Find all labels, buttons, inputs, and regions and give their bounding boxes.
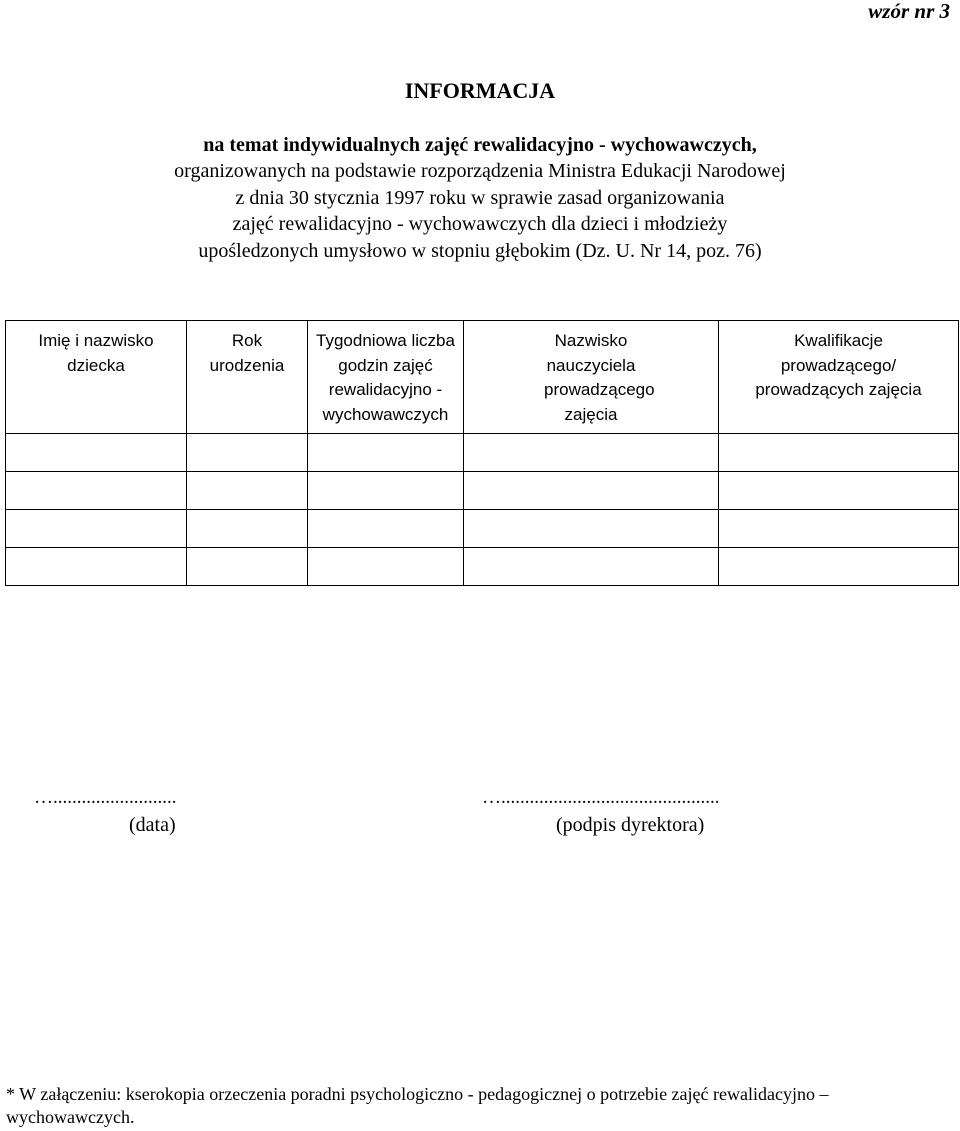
subtitle-line: z dnia 30 stycznia 1997 roku w sprawie zasad organizowania: [235, 186, 725, 209]
table-cell[interactable]: [6, 434, 187, 472]
table-cell[interactable]: [187, 472, 308, 510]
table-cell[interactable]: [187, 510, 308, 548]
table-row: [6, 434, 959, 472]
table-cell[interactable]: [6, 548, 187, 586]
subtitle-line-bold: na temat indywidualnych zajęć rewalidacyjno - wychowawczych,: [203, 134, 757, 156]
subtitle-line: upośledzonych umysłowo w stopniu głębokim (Dz. U. Nr 14, poz. 76): [198, 239, 762, 262]
header-birth-year-text: Rok urodzenia: [209, 331, 285, 375]
header-child-name-text: Imię i nazwisko dziecka: [38, 331, 154, 375]
table-cell[interactable]: [308, 510, 464, 548]
subtitle-line: organizowanych na podstawie rozporządzenia Ministra Edukacji Narodowej: [174, 160, 786, 183]
table-cell[interactable]: [6, 510, 187, 548]
table-cell[interactable]: [464, 472, 719, 510]
header-qualifications-text: Kwalifikacje prowadzącego/ prowadzących zajęcia: [755, 331, 922, 399]
table-header-row: [6, 321, 959, 434]
table-cell[interactable]: [719, 510, 959, 548]
footnote: * W załączeniu: kserokopia orzeczenia poradni psychologiczno - pedagogicznej o potrzebie zajęć rewalidacyjno – wychowawczych.: [6, 1084, 829, 1127]
table-cell[interactable]: [187, 434, 308, 472]
table-cell[interactable]: [464, 510, 719, 548]
header-teacher-name: [464, 321, 719, 434]
table-cell[interactable]: [464, 548, 719, 586]
date-label: (data): [129, 814, 176, 836]
table-cell[interactable]: [464, 434, 719, 472]
header-weekly-hours: [308, 321, 464, 434]
table-cell[interactable]: [719, 434, 959, 472]
table-row: [6, 548, 959, 586]
header-qualifications: [719, 321, 959, 434]
header-weekly-hours-text: Tygodniowa liczba godzin zajęć rewalidacyjno - wychowawczych: [316, 331, 455, 424]
form-number: wzór nr 3: [868, 0, 950, 23]
table-cell[interactable]: [719, 548, 959, 586]
table-cell[interactable]: [6, 472, 187, 510]
table-cell[interactable]: [187, 548, 308, 586]
information-table-wrapper: [5, 320, 958, 586]
table-row: [6, 510, 959, 548]
table-row: [6, 472, 959, 510]
table-cell[interactable]: [308, 434, 464, 472]
document-title: INFORMACJA: [404, 78, 556, 103]
header-birth-year: [187, 321, 308, 434]
director-signature-label: (podpis dyrektora): [556, 814, 705, 836]
date-signature-line: …..........................: [34, 787, 177, 808]
header-teacher-name-text: Nazwisko nauczyciela prowadzącego zajęcia: [544, 331, 655, 424]
table-cell[interactable]: [308, 472, 464, 510]
header-child-name: [6, 321, 187, 434]
director-signature-line: …..............................................: [482, 787, 720, 808]
information-table: [5, 320, 959, 586]
table-cell[interactable]: [308, 548, 464, 586]
document-subtitle: [0, 132, 960, 264]
table-cell[interactable]: [719, 472, 959, 510]
subtitle-line: zajęć rewalidacyjno - wychowawczych dla dzieci i młodzieży: [232, 213, 728, 236]
